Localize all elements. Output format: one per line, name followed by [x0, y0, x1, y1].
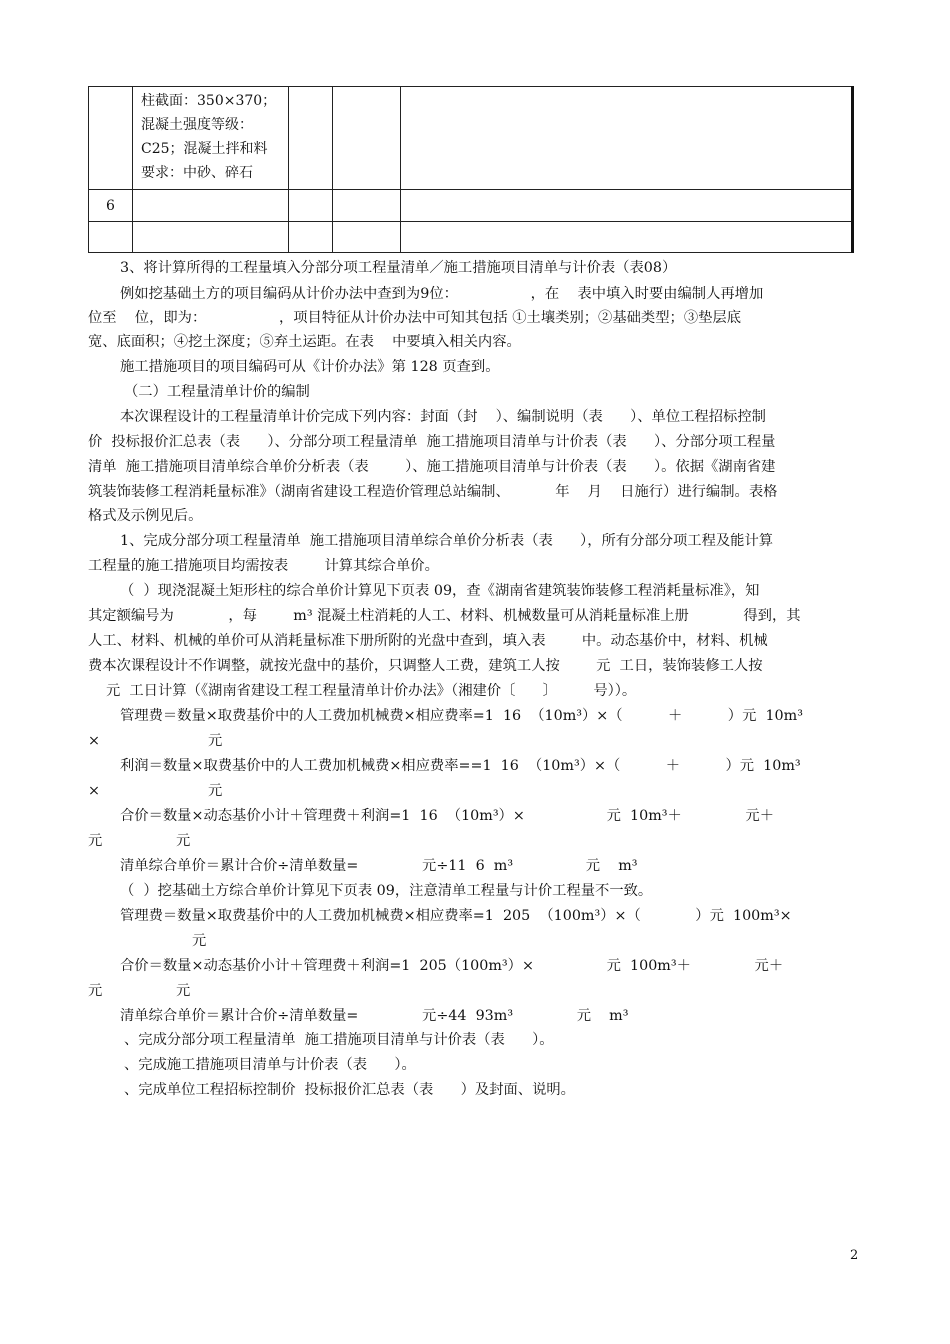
formula-line: 管理费＝数量×取费基价中的人工费加机械费×相应费率=1 205 （100m³）×（ ）元 100m³×: [120, 908, 792, 924]
body-line: 例如挖基础土方的项目编码从计价办法中查到为9位： ，在 表中填入时要由编制人再增加: [120, 286, 764, 302]
page-number: 2: [850, 1248, 859, 1263]
formula-line: 元: [192, 933, 207, 949]
formula-line: 合价＝数量×动态基价小计＋管理费＋利润=1 205（100m³）× 元 100m³＋ 元＋: [120, 958, 784, 974]
formula-line: 元: [176, 833, 191, 849]
body-line: 本次课程设计的工程量清单计价完成下列内容：封面（封 ）、编制说明（表 ）、单位工程招标控制: [120, 409, 766, 425]
body-line: 1、完成分部分项工程量清单 施工措施项目清单综合单价分析表（表 ），所有分部分项工程及能计算: [120, 533, 774, 549]
body-line: 其定额编号为 ，每 m³ 混凝土柱消耗的人工、材料、机械数量可从消耗量标准上册 得到，其: [88, 608, 801, 624]
formula-line: 元: [176, 983, 191, 999]
body-line: 格式及示例见后。: [88, 508, 203, 524]
table-cell: [289, 190, 333, 222]
table-cell-no: [89, 87, 133, 190]
table-row: [89, 222, 853, 253]
table-cell: [333, 222, 401, 253]
body-line: 、完成分部分项工程量清单 施工措施项目清单与计价表（表 ）。: [124, 1032, 554, 1048]
body-line: 清单 施工措施项目清单综合单价分析表（表 ）、施工措施项目清单与计价表（表 ）。依据《湖南省建: [88, 459, 776, 475]
body-line: 元 工日计算（《湖南省建设工程工程量清单计价办法》（湘建价〔 〕 号））。: [106, 683, 637, 699]
table-row: [89, 87, 853, 190]
formula-line: 元: [208, 783, 223, 799]
table-cell: [289, 222, 333, 253]
table-row: [89, 190, 853, 222]
body-line: 宽、底面积；④挖土深度；⑤弃土运距。在表 中要填入相关内容。: [88, 334, 521, 350]
table-cell-no: 6: [89, 190, 133, 222]
body-line: 、完成施工措施项目清单与计价表（表 ）。: [124, 1057, 416, 1073]
formula-line: 元: [88, 983, 103, 999]
formula-line: 元: [88, 833, 103, 849]
table-cell: [401, 190, 853, 222]
table-cell: [401, 87, 853, 190]
body-line: 人工、材料、机械的单价可从消耗量标准下册所附的光盘中查到，填入表 中。动态基价中，材料、机械: [88, 633, 768, 649]
spec-line: 混凝土强度等级：: [141, 117, 253, 133]
table-cell: [133, 190, 289, 222]
body-line: 工程量的施工措施项目均需按表 计算其综合单价。: [88, 558, 439, 574]
body-line: （ ）挖基础土方综合单价计算见下页表 09，注意清单工程量与计价工程量不一致。: [120, 883, 653, 899]
body-line: 费本次课程设计不作调整，就按光盘中的基价，只调整人工费，建筑工人按 元 工日，装饰装修工人按: [88, 658, 763, 674]
spec-line: C25；混凝土拌和料: [141, 141, 268, 157]
body-line: 位至 位，即为： ，项目特征从计价办法中可知其包括 ①土壤类别；②基础类型；③垫层底: [88, 310, 742, 326]
body-line: 施工措施项目的项目编码可从《计价办法》第 128 页查到。: [120, 359, 500, 375]
table-cell: [333, 87, 401, 190]
body-line: 筑装饰装修工程消耗量标准》（湖南省建设工程造价管理总站编制、 年 月 日施行）进行编制。表格: [88, 484, 778, 500]
table-cell: [333, 190, 401, 222]
body-line: 、完成单位工程招标控制价 投标报价汇总表（表 ）及封面、说明。: [124, 1082, 575, 1098]
table-cell: [89, 222, 133, 253]
formula-line: 合价＝数量×动态基价小计＋管理费＋利润=1 16 （10m³）× 元 10m³＋ 元＋: [120, 808, 775, 824]
formula-line: 管理费＝数量×取费基价中的人工费加机械费×相应费率=1 16 （10m³）×（ ＋ ）元 10m³: [120, 708, 803, 724]
spec-line: 要求：中砂、碎石: [141, 165, 253, 181]
formula-line: 清单综合单价＝累计合价÷清单数量= 元÷11 6 m³ 元 m³: [120, 858, 638, 874]
spec-line: 柱截面：350×370；: [141, 93, 277, 109]
formula-line: 利润＝数量×取费基价中的人工费加机械费×相应费率==1 16 （10m³）×（ ＋ ）元 10m³: [120, 758, 801, 774]
section-heading: （二）工程量清单计价的编制: [124, 384, 310, 400]
body-line: 价 投标报价汇总表（表 ）、分部分项工程量清单 施工措施项目清单与计价表（表 ）、分部分项工程量: [88, 434, 776, 450]
quantity-table-fragment: [88, 86, 854, 253]
body-line: 3、将计算所得的工程量填入分部分项工程量清单／施工措施项目清单与计价表（表08）: [120, 260, 677, 276]
formula-line: ×: [88, 733, 100, 749]
table-cell: [401, 222, 853, 253]
body-line: （ ）现浇混凝土矩形柱的综合单价计算见下页表 09，查《湖南省建筑装饰装修工程消耗量标准》，知: [120, 583, 760, 599]
table-cell-spec: [133, 87, 289, 190]
table-cell: [133, 222, 289, 253]
formula-line: 元: [208, 733, 223, 749]
formula-line: ×: [88, 783, 100, 799]
formula-line: 清单综合单价＝累计合价÷清单数量= 元÷44 93m³ 元 m³: [120, 1008, 629, 1024]
table-cell: [289, 87, 333, 190]
